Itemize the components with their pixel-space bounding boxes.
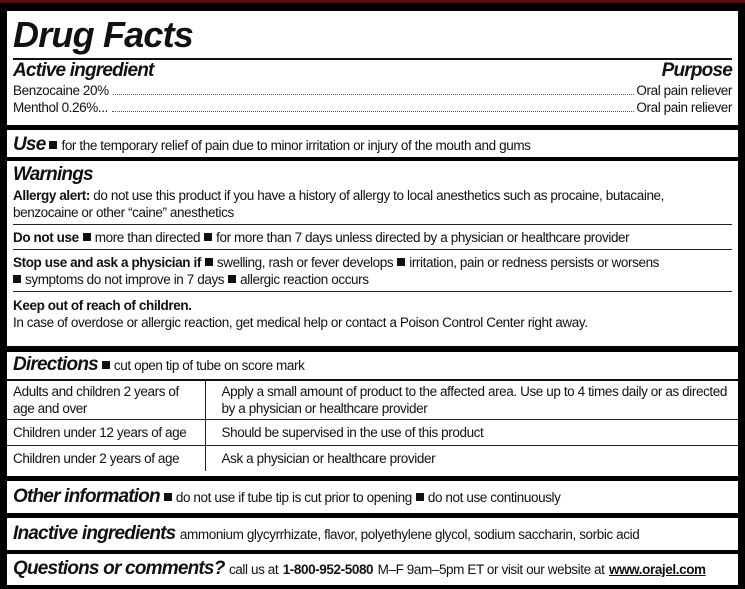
keep-label: Keep out of reach of children. xyxy=(13,298,192,313)
use-section xyxy=(7,130,738,157)
active-heading: Active ingredient xyxy=(13,60,154,81)
stop-use-item: irritation, pain or redness persists or worsens xyxy=(409,255,660,270)
table-cell: Ask a physician or healthcare provider xyxy=(205,446,738,472)
table-cell: Adults and children 2 years of age and over xyxy=(7,380,205,420)
directions-table xyxy=(7,379,738,471)
ingredient-purpose: Oral pain reliever xyxy=(636,100,732,115)
ingredient-name: Menthol 0.26%... xyxy=(13,100,108,115)
table-cell: Children under 2 years of age xyxy=(7,446,205,472)
bullet-icon xyxy=(164,493,172,501)
stop-use-item: allergic reaction occurs xyxy=(240,272,369,287)
bullet-icon xyxy=(102,361,110,369)
stop-use-item: swelling, rash or fever develops xyxy=(216,255,394,270)
ingredient-row xyxy=(13,99,732,116)
phone-number: 1-800-952-5080 xyxy=(282,562,374,577)
keep-text: In case of overdose or allergic reaction, get medical help or contact a Poison Control Center right away. xyxy=(13,315,588,330)
table-cell: Children under 12 years of age xyxy=(7,420,205,446)
bullet-icon xyxy=(205,258,213,266)
website-link[interactable]: www.orajel.com xyxy=(608,562,706,577)
stop-use-label: Stop use and ask a physician if xyxy=(13,255,201,270)
do-not-use xyxy=(13,224,732,249)
inactive-heading: Inactive ingredients xyxy=(13,523,176,544)
warnings-heading: Warnings xyxy=(13,164,93,185)
other-information-section xyxy=(7,481,738,513)
ingredient-name: Benzocaine 20% xyxy=(13,83,109,98)
bullet-icon xyxy=(83,233,91,241)
keep-out-of-reach xyxy=(13,291,732,331)
active-ingredient-section xyxy=(7,11,738,125)
table-row xyxy=(7,420,738,446)
bullet-icon xyxy=(416,493,424,501)
stop-use xyxy=(13,249,732,291)
directions-heading: Directions xyxy=(13,354,98,375)
table-row xyxy=(7,446,738,472)
allergy-alert xyxy=(13,187,732,224)
allergy-label: Allergy alert: xyxy=(13,188,90,203)
bullet-icon xyxy=(228,275,236,283)
bullet-icon xyxy=(13,275,21,283)
bullet-icon xyxy=(49,141,57,149)
questions-text: M–F 9am–5pm ET or visit our website at xyxy=(377,562,605,577)
bullet-icon xyxy=(397,258,405,266)
table-cell: Should be supervised in the use of this product xyxy=(205,420,738,446)
allergy-text: do not use this product if you have a history of allergy to local anesthetics such as procaine, butacaine, benzocaine or other “caine” anesthetics xyxy=(13,188,665,220)
do-not-use-label: Do not use xyxy=(13,230,79,245)
table-cell: Apply a small amount of product to the affected area. Use up to 4 times daily or as directed by a physician or healthcare provider xyxy=(221,384,727,416)
do-not-use-item: for more than 7 days unless directed by a physician or healthcare provider xyxy=(216,230,630,245)
purpose-heading: Purpose xyxy=(661,60,732,81)
questions-heading: Questions or comments? xyxy=(13,558,225,579)
questions-section xyxy=(7,554,738,585)
ingredient-purpose: Oral pain reliever xyxy=(636,83,732,98)
use-text: for the temporary relief of pain due to minor irritation or injury of the mouth and gums xyxy=(61,138,531,153)
other-item: do not use continuously xyxy=(427,490,561,505)
inactive-ingredients-section xyxy=(7,518,738,550)
warnings-section xyxy=(7,161,738,346)
ingredient-row xyxy=(13,82,732,99)
other-heading: Other information xyxy=(13,486,160,507)
other-item: do not use if tube tip is cut prior to opening xyxy=(175,490,412,505)
table-row xyxy=(7,380,738,420)
directions-text: cut open tip of tube on score mark xyxy=(113,358,305,373)
bullet-icon xyxy=(204,233,212,241)
page-title: Drug Facts xyxy=(13,14,194,55)
directions-section xyxy=(7,352,738,476)
questions-text: call us at xyxy=(228,562,279,577)
use-heading: Use xyxy=(13,134,46,155)
stop-use-item: symptoms do not improve in 7 days xyxy=(25,272,225,287)
do-not-use-item: more than directed xyxy=(94,230,201,245)
inactive-text: ammonium glycyrrhizate, flavor, polyethylene glycol, sodium saccharin, sorbic acid xyxy=(179,527,640,542)
